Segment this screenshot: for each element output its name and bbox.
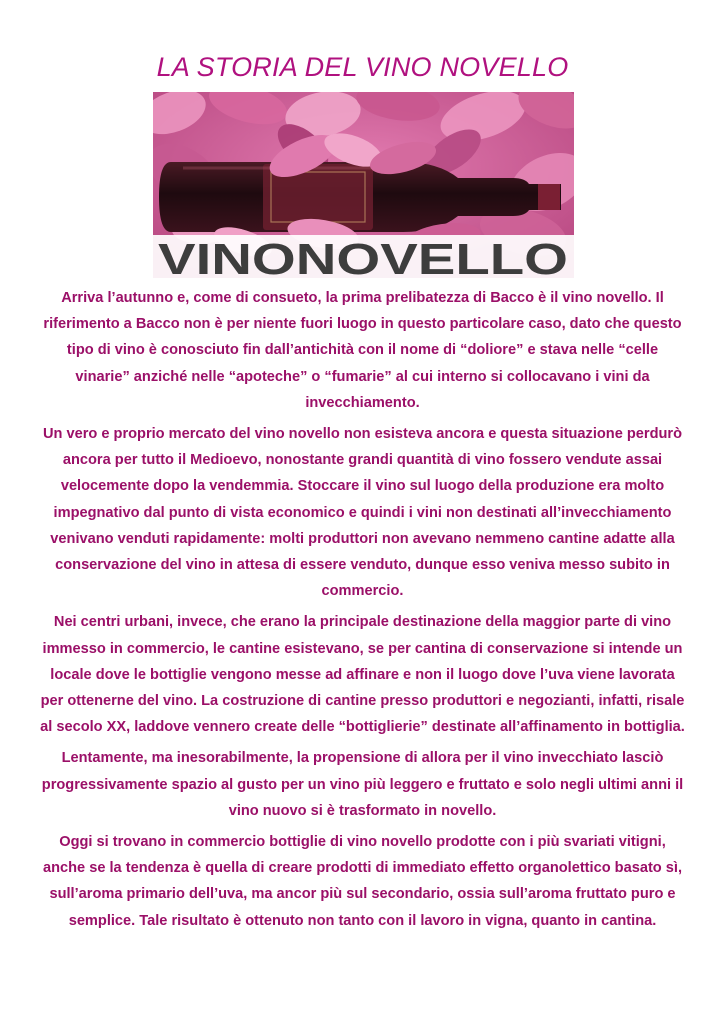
- paragraph-4: Lentamente, ma inesorabilmente, la propensione di allora per il vino invecchiato lasciò progressivamente spazio al gusto per un vino più leggero e fruttato e solo negli ultimi anni il vino nuovo si è trasformato in novello.: [41, 750, 684, 819]
- article-body: [40, 285, 685, 939]
- paragraph-2: Un vero e proprio mercato del vino novello non esisteva ancora e questa situazione perdurò ancora per tutto il Medioevo, nonostante grandi quantità di vino fossero vendute assai velocemente dopo la vendemmia. Stoccare il vino sul luogo della produzione era molto impegnativo dal punto di vista economico e quindi i vini non destinati all’invecchiamento venivano venduti rapidamente: molti produttori non avevano nemmeno cantine adatte alla conservazione del vino in attesa di essere venduto, dunque esso veniva messo subito in commercio.: [42, 426, 683, 600]
- wine-bottle-petals-illustration: [153, 92, 574, 278]
- paragraph-5: Oggi si trovano in commercio bottiglie di vino novello prodotte con i più svariati vitigni, anche se la tendenza è quella di creare prodotti di immediato effetto organolettico basato sì, sull’aroma primario dell’uva, ma ancor più sul secondario, ossia sull’aroma fruttato puro e semplice. Tale risultato è ottenuto non tanto con il lavoro in vigna, quanto in cantina.: [42, 834, 683, 929]
- paragraph-3: Nei centri urbani, invece, che erano la principale destinazione della maggior parte di vino immesso in commercio, le cantine esistevano, se per cantina di conservazione si intende un locale dove le bottiglie vengono messe ad affinare e non il luogo dove l’uva viene lavorata per ottenerne del vino. La costruzione di cantine presso produttori e negozianti, infatti, risale al secolo XX, laddove vennero create delle “bottiglierie” destinate all’affinamento in bottiglia.: [40, 614, 685, 736]
- page-title: LA STORIA DEL VINO NOVELLO: [156, 52, 569, 82]
- hero-image: [153, 92, 574, 278]
- paragraph-1: Arriva l’autunno e, come di consueto, la prima prelibatezza di Bacco è il vino novello. Il riferimento a Bacco non è per niente fuori luogo in questo particolare caso, dato che questo tipo di vino è conosciuto fin dall’antichità con il nome di “doliore” e stava nelle “celle vinarie” anziché nelle “apoteche” o “fumarie” al cui interno si collocavano i vini da invecchiamento.: [43, 290, 682, 411]
- banner-text: VINONOVELLO: [158, 235, 568, 278]
